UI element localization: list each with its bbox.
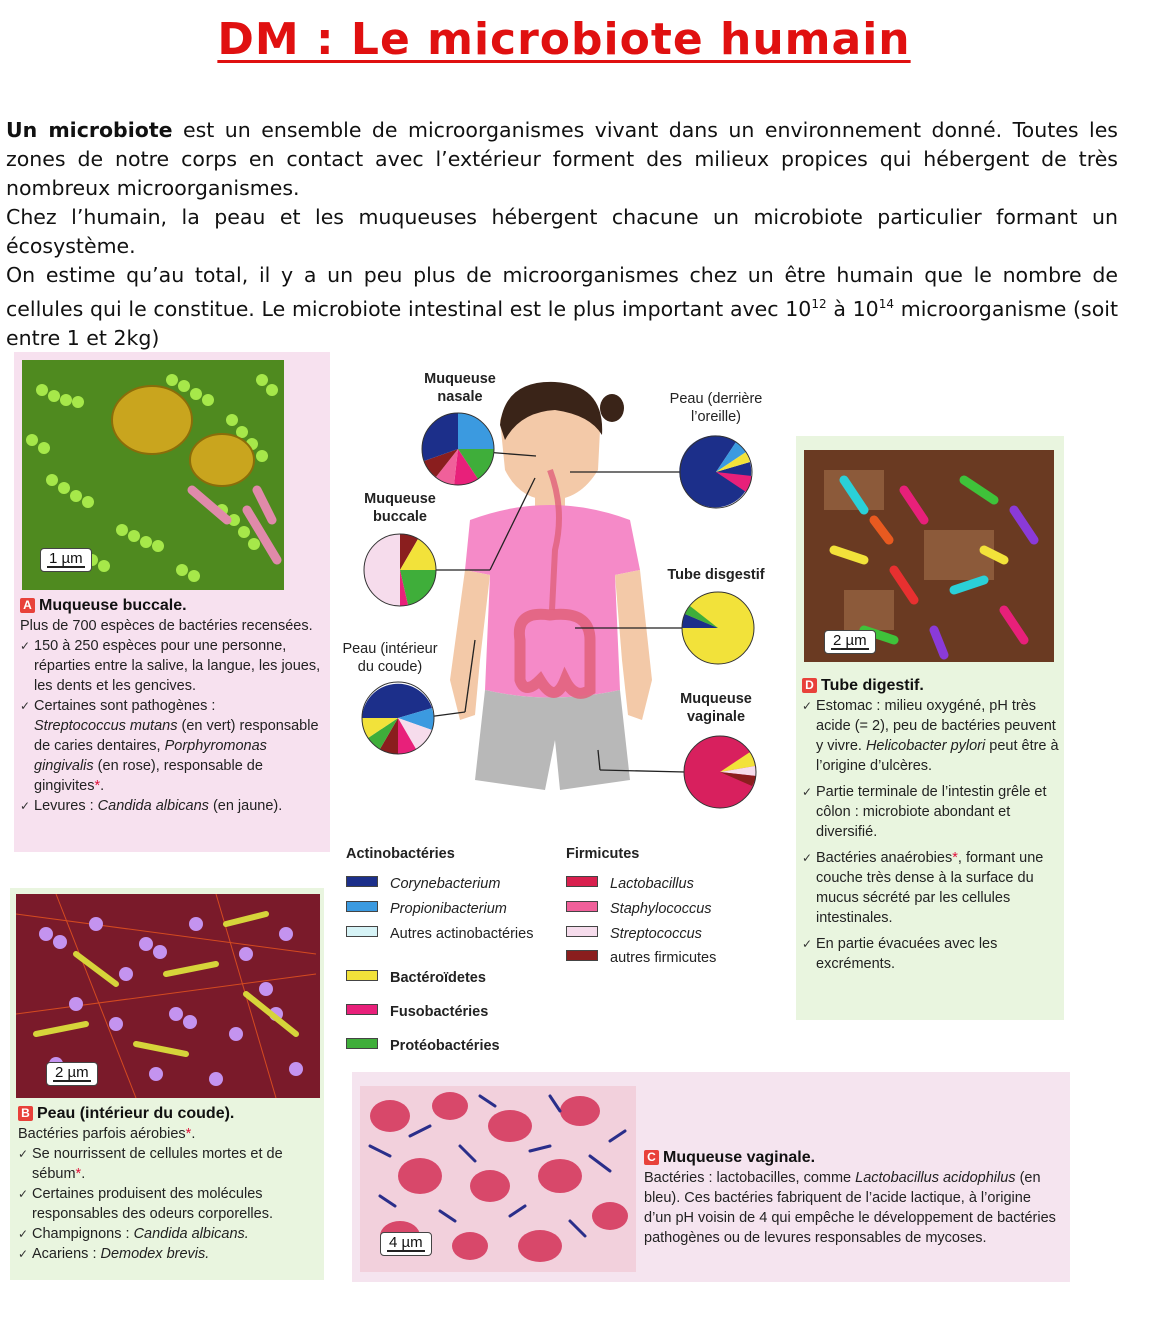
intro-paragraph-3: On estime qu’au total, il y a un peu plus de microorganismes chez un être humain que le nombre de cellules qui le constitue. Le microbiote intestinal est le plus important avec $10^{12}$ à $10^{14}$ microorganisme (soit entre 1 et 2kg) xyxy=(6,263,1119,350)
photo-tube-digestif xyxy=(804,450,1054,662)
legend-item-propioni: Propionibacterium xyxy=(346,901,507,917)
pie-tube-digestif xyxy=(682,592,754,664)
scale-bar-c: 4 µm xyxy=(380,1232,432,1256)
caption-tube-digestif: D Tube digestif. ✓ Estomac : milieu oxygéné, pH très acide (= 2), peu de bactéries peuvent y vivre. Helicobacter pylori peut être à l’origine d’ulcères. ✓ Partie terminale de l’intestin grêle et côlon : microbiote abondant et diversifié. ✓ Bactéries anaérobies*, formant une couche très dense à la surface du mucus sécrété par les cellules intestinales. ✓ En partie évacuées avec les excréments. xyxy=(802,676,1060,974)
legend-item-strepto: Streptococcus xyxy=(566,926,702,942)
label-peau-coude: Peau (intérieur du coude) xyxy=(342,641,438,675)
intro-text xyxy=(6,116,1118,353)
photo-muqueuse-buccale xyxy=(22,360,284,590)
legend-actino-title: Actinobactéries xyxy=(346,846,455,862)
body-diagram xyxy=(340,360,790,860)
legend-item-autres-firmi: autres firmicutes xyxy=(566,950,716,966)
badge-c: C xyxy=(644,1150,659,1165)
legend xyxy=(344,846,784,1056)
caption-peau-coude: B Peau (intérieur du coude). Bactéries parfois aérobies*. ✓ Se nourrissent de cellules mortes et de sébum*. ✓ Certaines produisent des molécules responsables des odeurs corporelles. ✓ Champignons : Candida albicans. ✓ Acariens : Demodex brevis. xyxy=(18,1104,318,1264)
scale-bar-a: 1 µm xyxy=(40,548,92,572)
caption-c-heading: C Muqueuse vaginale. xyxy=(644,1148,1062,1168)
legend-item-fuso: Fusobactéries xyxy=(346,1004,488,1020)
scale-bar-d: 2 µm xyxy=(824,630,876,654)
caption-b-heading: B Peau (intérieur du coude). xyxy=(18,1104,318,1124)
legend-item-proteo: Protéobactéries xyxy=(346,1038,500,1054)
pie-peau-oreille xyxy=(679,435,752,508)
legend-item-lacto: Lactobacillus xyxy=(566,876,694,892)
intro-p1-text: est un ensemble de microorganismes vivant dans un environnement donné. Toutes les zones de notre corps en contact avec l’extérieur forment des milieux propices qui hébergent de très nombreux microorganismes. xyxy=(6,118,1118,200)
pie-peau-coude xyxy=(362,682,434,754)
intro-keyword: Un microbiote xyxy=(6,118,173,142)
photo-peau-coude xyxy=(16,894,320,1098)
label-peau-oreille: Peau (derrière l’oreille) xyxy=(669,391,763,425)
label-muqueuse-buccale: Muqueuse buccale xyxy=(364,491,436,525)
panel-tube-digestif xyxy=(796,436,1064,1020)
intro-paragraph-2: Chez l’humain, la peau et les muqueuses hébergent chacune un microbiote particulier formant un écosystème. xyxy=(6,205,1118,258)
caption-muqueuse-buccale: A Muqueuse buccale. Plus de 700 espèces de bactéries recensées. ✓ 150 à 250 espèces pour une personne, réparties entre la salive, la langue, les joues, les dents et les gencives. ✓ Certaines sont pathogènes : Streptococcus mutans (en vert) responsable de caries dentaires, Porphyromonas gingivalis (en rose), responsable de gingivites*. ✓ Levures : Candida albicans (en jaune). xyxy=(20,596,324,816)
panel-peau-coude xyxy=(10,888,324,1280)
caption-muqueuse-vaginale: C Muqueuse vaginale. Bactéries : lactobacilles, comme Lactobacillus acidophilus (en bleu). Ces bactéries fabriquent de l’acide lactique, à l’origine d’un pH voisin de 4 qui empêche le développement de bactéries pathogènes ou de levures responsables de mycoses. xyxy=(644,1148,1062,1248)
legend-item-coryne: Corynebacterium xyxy=(346,876,500,892)
caption-d-heading: D Tube digestif. xyxy=(802,676,1060,696)
legend-item-staphylo: Staphylococcus xyxy=(566,901,712,917)
legend-item-bactero: Bactéroïdetes xyxy=(346,970,486,986)
pie-muqueuse-vaginale xyxy=(684,736,756,808)
scale-bar-b: 2 µm xyxy=(46,1062,98,1086)
badge-d: D xyxy=(802,678,817,693)
panel-muqueuse-buccale xyxy=(14,352,330,852)
caption-a-heading: A Muqueuse buccale. xyxy=(20,596,324,616)
legend-item-autres-actino: Autres actinobactéries xyxy=(346,926,533,942)
legend-firmi-title: Firmicutes xyxy=(566,846,640,862)
label-muqueuse-nasale: Muqueuse nasale xyxy=(424,371,496,405)
page-title: DM : Le microbiote humain xyxy=(217,14,911,65)
pie-muqueuse-nasale xyxy=(422,413,494,485)
panel-muqueuse-vaginale xyxy=(352,1072,1070,1282)
photo-muqueuse-vaginale xyxy=(360,1086,636,1272)
badge-a: A xyxy=(20,598,35,613)
intro-paragraph-1 xyxy=(6,116,1118,203)
label-tube-digestif: Tube disgestif xyxy=(667,567,765,583)
label-muqueuse-vaginale: Muqueuse vaginale xyxy=(680,691,752,725)
badge-b: B xyxy=(18,1106,33,1121)
pie-muqueuse-buccale xyxy=(364,534,436,606)
